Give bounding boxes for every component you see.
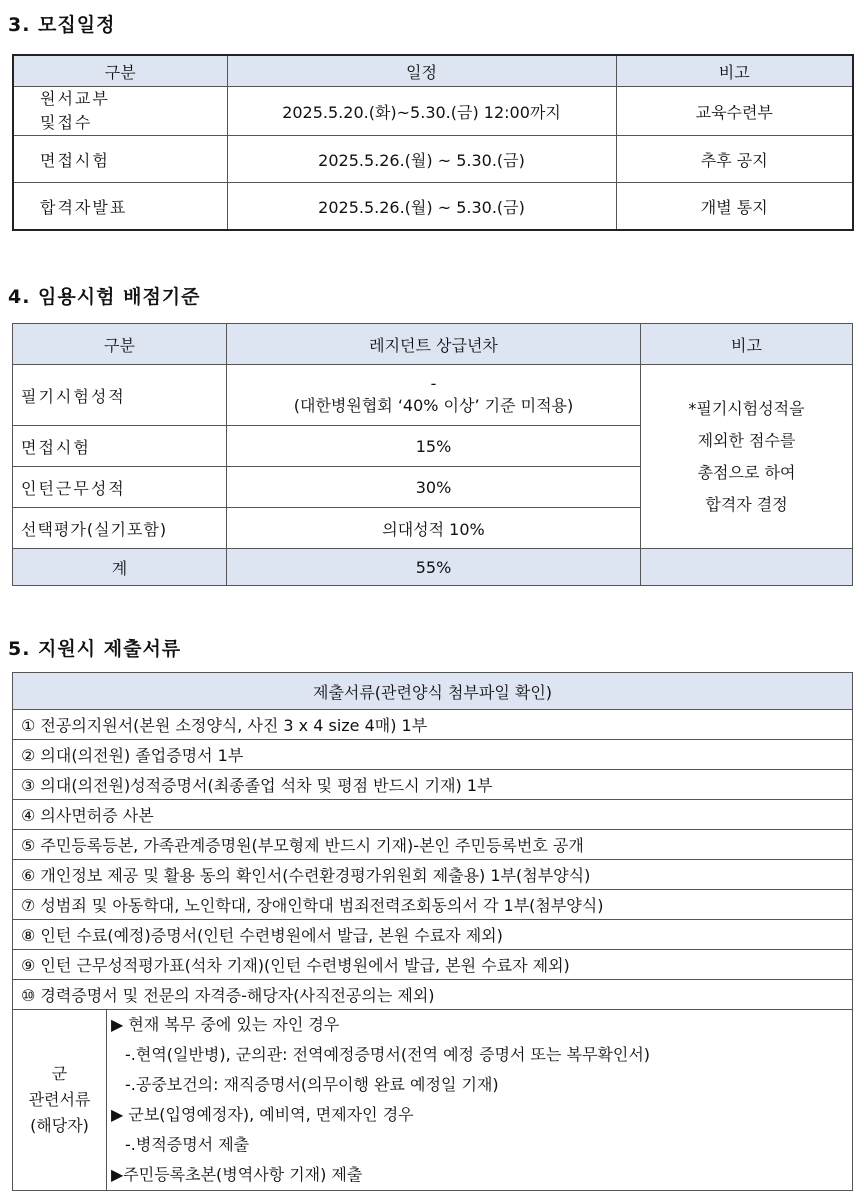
row-label: 필기시험성적	[21, 386, 126, 406]
note-line: *필기시험성적을	[688, 398, 805, 418]
military-line: ▶ 군보(입영예정자), 예비역, 면제자인 경우	[111, 1105, 414, 1124]
row-value-line2: (대한병원협회 ‘40% 이상’ 기준 미적용)	[293, 396, 574, 415]
list-item	[13, 920, 853, 950]
row-value	[227, 365, 641, 426]
row-value: 의대성적 10%	[227, 508, 641, 549]
row-value: 15%	[227, 426, 641, 467]
documents-table	[12, 672, 853, 1191]
list-item	[13, 770, 853, 800]
document-item: ⑧ 인턴 수료(예정)증명서(인턴 수련병원에서 발급, 본원 수료자 제외)	[13, 920, 853, 950]
row-value: 30%	[227, 467, 641, 508]
list-item	[13, 860, 853, 890]
row-value-line1: -	[430, 374, 437, 393]
row-note: 추후 공지	[616, 136, 853, 183]
row-label-line1: 원서교부	[40, 89, 110, 108]
row-label: 면접시험	[40, 150, 110, 170]
row-label-line2: 및접수	[40, 113, 93, 132]
document-item: ⑦ 성범죄 및 아동학대, 노인학대, 장애인학대 범죄전력조회동의서 각 1부(첨부양식)	[13, 890, 853, 920]
total-value: 55%	[227, 549, 641, 586]
row-date: 2025.5.26.(월) ~ 5.30.(금)	[227, 183, 616, 231]
scoring-table	[12, 323, 853, 586]
section5-title: 5. 지원시 제출서류	[8, 638, 182, 660]
row-label: 면접시험	[21, 437, 91, 457]
scoring-note	[641, 365, 853, 549]
total-row	[13, 549, 853, 586]
row-note: 개별 통지	[616, 183, 853, 231]
military-line: -.병적증명서 제출	[125, 1135, 250, 1154]
section4-title: 4. 임용시험 배점기준	[8, 286, 201, 308]
row-note: 교육수련부	[616, 87, 853, 136]
header-category: 구분	[13, 324, 227, 365]
total-note	[641, 549, 853, 586]
document-item: ⑤ 주민등록등본, 가족관계증명원(부모형제 반드시 기재)-본인 주민등록번호 공개	[13, 830, 853, 860]
row-date: 2025.5.20.(화)~5.30.(금) 12:00까지	[227, 87, 616, 136]
military-label-line: 관련서류	[28, 1090, 91, 1109]
table-row	[13, 87, 853, 136]
document-item: ⑥ 개인정보 제공 및 활용 동의 확인서(수련환경평가위원회 제출용) 1부(첨부양식)	[13, 860, 853, 890]
documents-header: 제출서류(관련양식 첨부파일 확인)	[13, 673, 853, 710]
header-resident: 레지던트 상급년차	[227, 324, 641, 365]
table-row	[13, 365, 853, 426]
row-date: 2025.5.26.(월) ~ 5.30.(금)	[227, 136, 616, 183]
note-line: 제외한 점수를	[697, 430, 796, 450]
table-header-row	[13, 673, 853, 710]
document-item: ⑨ 인턴 근무성적평가표(석차 기재)(인턴 수련병원에서 발급, 본원 수료자 제외)	[13, 950, 853, 980]
table-row	[13, 183, 853, 231]
table-header-row	[13, 324, 853, 365]
military-line: ▶주민등록초본(병역사항 기재) 제출	[111, 1165, 363, 1184]
document-item: ⑩ 경력증명서 및 전문의 자격증-해당자(사직전공의는 제외)	[13, 980, 853, 1010]
table-row	[13, 136, 853, 183]
note-line: 총점으로 하여	[697, 462, 796, 482]
military-label-line: (해당자)	[30, 1116, 89, 1135]
header-category: 구분	[13, 55, 227, 87]
row-label: 합격자발표	[40, 197, 128, 217]
military-label	[13, 1010, 107, 1191]
list-item	[13, 740, 853, 770]
table-header-row	[13, 55, 853, 87]
list-item	[13, 890, 853, 920]
list-item	[13, 830, 853, 860]
list-item	[13, 710, 853, 740]
document-item: ② 의대(의전원) 졸업증명서 1부	[13, 740, 853, 770]
list-item	[13, 980, 853, 1010]
header-schedule: 일정	[227, 55, 616, 87]
document-item: ③ 의대(의전원)성적증명서(최종졸업 석차 및 평점 반드시 기재) 1부	[13, 770, 853, 800]
document-item: ④ 의사면허증 사본	[13, 800, 853, 830]
total-label: 계	[13, 549, 227, 586]
military-label-line: 군	[51, 1064, 68, 1083]
military-line: -.현역(일반병), 군의관: 전역예정증명서(전역 예정 증명서 또는 복무확인서)	[125, 1045, 651, 1064]
header-remark: 비고	[616, 55, 853, 87]
header-remark: 비고	[641, 324, 853, 365]
section3-title: 3. 모집일정	[8, 14, 116, 36]
military-row	[13, 1010, 853, 1191]
row-label: 인턴근무성적	[21, 478, 126, 498]
row-label	[13, 87, 227, 136]
military-line: -.공중보건의: 재직증명서(의무이행 완료 예정일 기재)	[125, 1075, 499, 1094]
row-label: 선택평가(실기포함)	[21, 519, 168, 539]
note-line: 합격자 결정	[705, 494, 788, 514]
schedule-table	[12, 54, 854, 231]
document-item: ① 전공의지원서(본원 소정양식, 사진 3 x 4 size 4매) 1부	[13, 710, 853, 740]
military-line: ▶ 현재 복무 중에 있는 자인 경우	[111, 1015, 340, 1034]
list-item	[13, 950, 853, 980]
military-documents	[107, 1010, 853, 1191]
list-item	[13, 800, 853, 830]
